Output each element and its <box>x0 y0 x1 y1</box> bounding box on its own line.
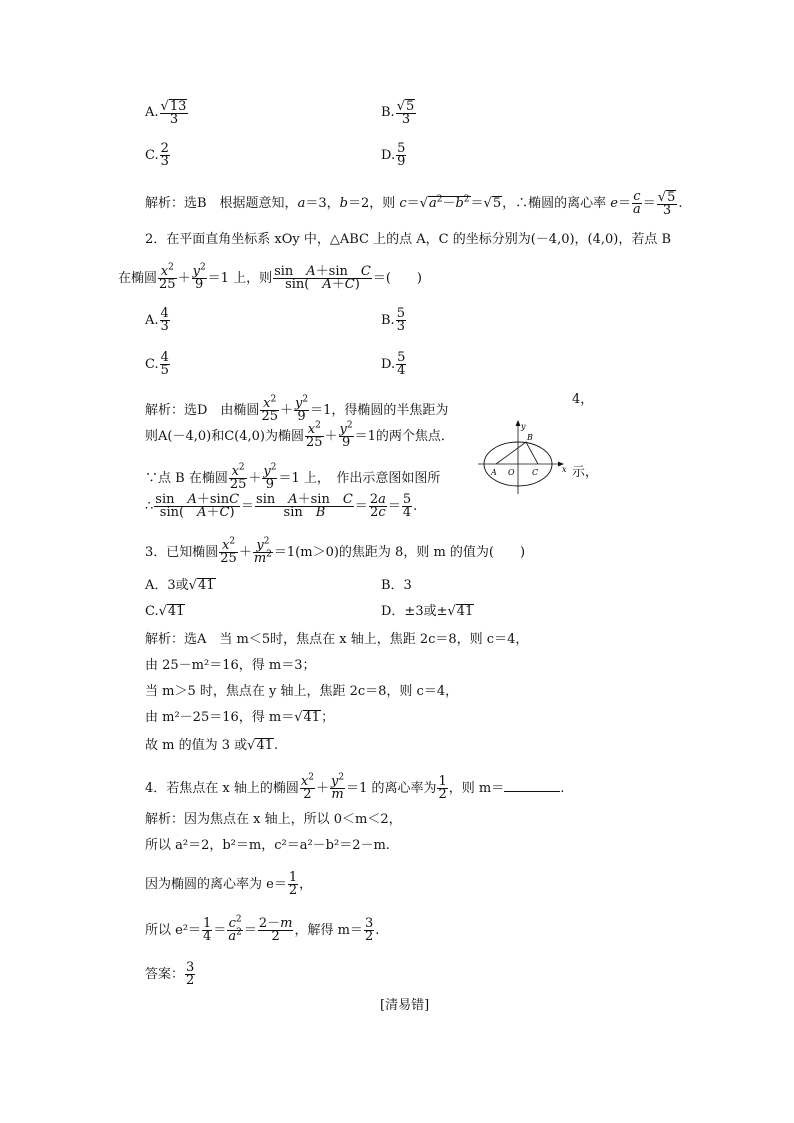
label-a: A <box>491 468 497 477</box>
q3-option-d: D．±3或±√41 <box>381 604 474 619</box>
ellipse-diagram <box>476 418 568 496</box>
q1-option-b: B. $\frac{√5}{3}$ <box>381 99 415 127</box>
q1-option-a: A. $\frac{√13}{3}$ <box>145 99 187 127</box>
q3-solution-line2: 由 25－m²＝16，得 m＝3； <box>145 658 316 673</box>
q3-option-a: A．3或√41 <box>145 578 215 593</box>
q2-stem-line2: 在椭圆 $\frac{x^2}{25}$ ＋ $\frac{y^2}{9}$ ＝1 上，则 $\frac{\text{sin A＋sin C}}{\sin( A+C)}$ ＝( ) <box>118 262 422 292</box>
label-y: y <box>521 422 526 431</box>
q2-solution-line2: 则A(－4,0)和C(4,0)为椭圆 $\frac{x^2}{25}$ ＋ $\frac{y^2}{9}$ ＝1的两个焦点． <box>145 420 454 450</box>
q1-option-d: D. $\frac{5}{9}$ <box>381 141 406 169</box>
q3-solution-line1: 解析：选A 当 m＜5时，焦点在 x 轴上，焦距 2c＝8，则 c＝4， <box>145 632 529 647</box>
triangle-abc <box>496 442 538 464</box>
fraction: $\frac{2}{3}$ <box>160 141 169 169</box>
q3-option-c: C.√41 <box>145 604 185 619</box>
label-b: B <box>527 433 533 442</box>
q2-solution-line4: ∴ $\frac{\text{sin A＋sinC}}{\sin( A+C)}$ ＝ $\frac{\text{sin A＋sin C}}{\text{sin B}}$ ＝ $\frac{2a}{2c}$ ＝ $\frac{5}{4}$ . <box>145 492 418 520</box>
q2-solution-line1: 解析：选D 由椭圆 $\frac{x^2}{25}$ ＋ $\frac{y^2}{9}$ ＝1，得椭圆的半焦距为 <box>145 394 449 424</box>
q3-solution-line4: 由 m²－25＝16，得 m＝√41； <box>145 710 335 725</box>
section-footer: [清易错] <box>380 998 430 1013</box>
q4-solution-line2: 所以 a²＝2，b²＝m，c²＝a²－b²＝2－m. <box>145 838 390 853</box>
q2-option-d: D. $\frac{5}{4}$ <box>381 350 406 378</box>
q2-solution-line3-tail: 示， <box>572 465 599 480</box>
fraction: $\frac{5}{9}$ <box>397 141 406 169</box>
label-x: x <box>562 465 567 474</box>
q2-option-a: A. $\frac{4}{3}$ <box>145 306 169 334</box>
q3-stem: 3．已知椭圆 $\frac{x^2}{25}$ ＋ $\frac{y^2}{m^2}$ ＝1(m＞0)的焦距为 8，则 m 的值为( ) <box>145 536 526 566</box>
answer: 答案： $\frac{3}{2}$ <box>145 960 195 988</box>
answer-blank <box>504 779 560 792</box>
fraction: $\frac{√13}{3}$ <box>160 99 187 127</box>
label-c: C <box>532 468 539 477</box>
q2-solution-line3: ∵点 B 在椭圆 $\frac{x^2}{25}$ ＋ $\frac{y^2}{9}$ ＝1 上， 作出示意图如图所 <box>145 462 441 492</box>
q4-solution-line1: 解析：因为焦点在 x 轴上，所以 0＜m＜2， <box>145 812 402 827</box>
q4-stem: 4．若焦点在 x 轴上的椭圆 $\frac{x^2}{2}$ ＋ $\frac{y^2}{m}$ ＝1 的离心率为 $\frac{1}{2}$ ，则 m＝ . <box>145 772 565 802</box>
q1-option-c: C. $\frac{2}{3}$ <box>145 141 169 169</box>
q1-solution: 解析：选B 根据题意知，a＝3，b＝2，则 $c=√a^2-b^2=√5$，∴椭圆的离心率 e＝ $\frac{c}{a}$ ＝ $\frac{√5}{3}$ . <box>145 189 683 218</box>
q3-solution-line3: 当 m＞5 时，焦点在 y 轴上，焦距 2c＝8，则 c＝4， <box>145 684 459 699</box>
y-axis-arrow <box>516 420 521 426</box>
q4-solution-line4: 所以 e²＝ $\frac{1}{4}$ ＝ $\frac{c^2}{a^2}$ ＝ $\frac{2-m}{2}$ ，解得 m＝ $\frac{3}{2}$ . <box>145 914 380 944</box>
q2-option-c: C. $\frac{4}{5}$ <box>145 350 169 378</box>
q3-solution-line5: 故 m 的值为 3 或√41. <box>145 738 279 753</box>
q2-option-b: B. $\frac{5}{3}$ <box>381 306 405 334</box>
q2-stem-line1: 2．在平面直角坐标系 xOy 中，△ABC 上的点 A，C 的坐标分别为(－4,0)，(4,0)，若点 B <box>145 232 672 247</box>
q3-option-b: B．3 <box>381 578 412 593</box>
fraction: $\frac{√5}{3}$ <box>396 99 415 127</box>
q4-solution-line3: 因为椭圆的离心率为 e＝ $\frac{1}{2}$ ， <box>145 870 313 898</box>
q2-solution-line1-tail: 4， <box>572 392 594 407</box>
label-o: O <box>508 468 515 477</box>
